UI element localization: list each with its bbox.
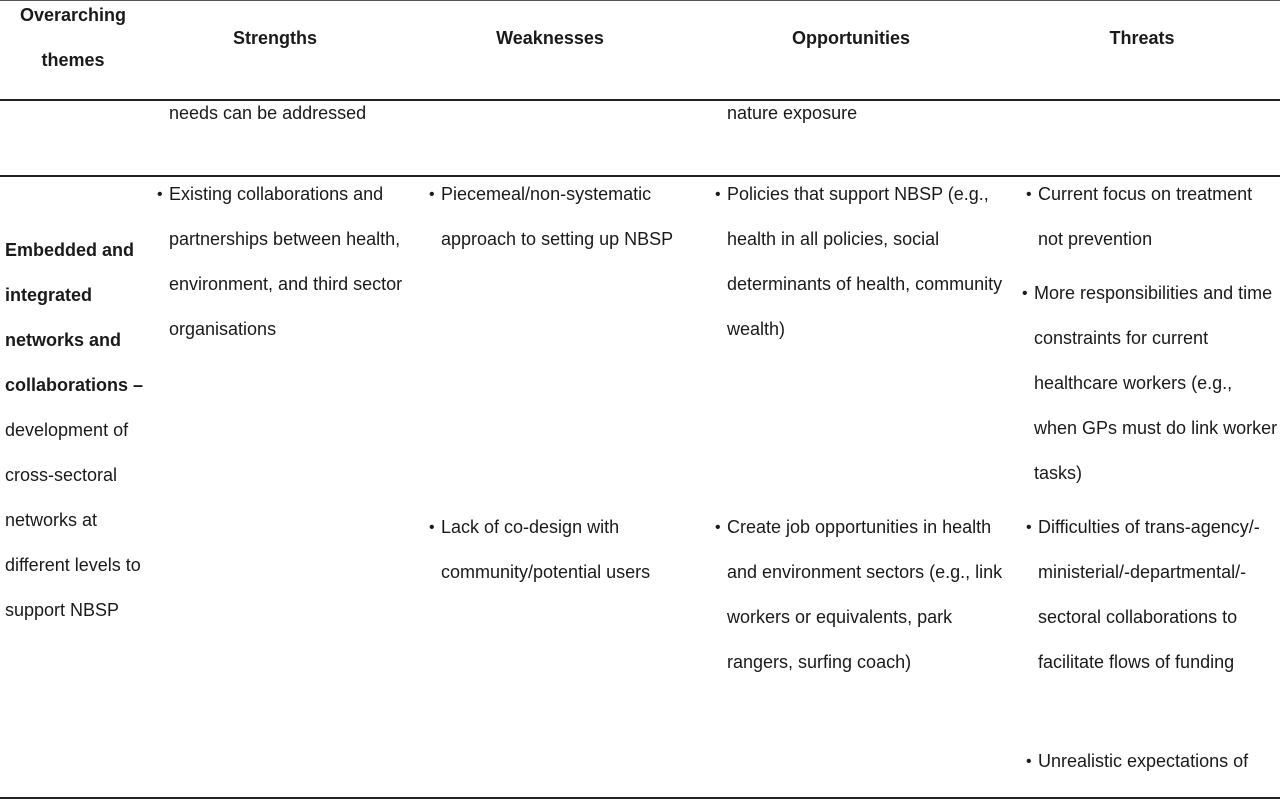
strength-item-text: Existing collaborations and partnerships between health, environment, and third sector organisations (169, 184, 403, 339)
theme-title: Embedded and integrated networks and collaborations (5, 240, 135, 395)
threat-item (1026, 505, 1276, 685)
theme-description: development of cross-sectoral networks at different levels to support NBSP (5, 420, 141, 620)
weakness-item-text: Piecemeal/non-systematic approach to setting up NBSP (441, 184, 674, 249)
column-header-opportunities: Opportunities (792, 28, 910, 48)
continued-opportunities-cell: nature exposure (727, 103, 858, 123)
threat-item (1026, 172, 1276, 262)
bullet-icon: • (1026, 186, 1032, 203)
threat-item-text: Difficulties of trans-agency/-ministerial/-departmental/-sectoral collaborations to facilitate flows of funding (1038, 517, 1260, 672)
threat-item-text: Current focus on treatment not prevention (1038, 184, 1253, 249)
column-header-themes-line1: Overarching (19, 5, 127, 25)
threat-item (1022, 271, 1280, 496)
bullet-icon: • (429, 186, 435, 203)
threat-item (1026, 739, 1280, 784)
threat-item-text: Unrealistic expectations of (1038, 751, 1249, 771)
continued-strengths-cell: needs can be addressed (169, 103, 367, 123)
column-header-themes-line2: themes (41, 50, 105, 70)
column-header-themes (0, 4, 146, 71)
opportunity-item (715, 172, 1015, 352)
column-header-weaknesses: Weaknesses (496, 28, 604, 48)
opportunity-item-text: Policies that support NBSP (e.g., health in all policies, social determinants of health, community wealth) (727, 184, 1003, 339)
bullet-icon: • (1026, 519, 1032, 536)
theme-dash: – (128, 375, 144, 395)
column-header-threats: Threats (1109, 28, 1175, 48)
theme-cell (5, 228, 145, 633)
column-header-strengths: Strengths (232, 28, 317, 48)
bullet-icon: • (157, 186, 163, 203)
table-top-rule (0, 0, 1280, 1)
strength-item (157, 172, 407, 352)
header-bottom-rule (0, 99, 1280, 101)
bullet-icon: • (715, 186, 721, 203)
opportunity-item-text: Create job opportunities in health and environment sectors (e.g., link workers or equivalents, park rangers, surfing coach) (727, 517, 1003, 672)
bullet-icon: • (1026, 753, 1032, 770)
bullet-icon: • (1022, 285, 1028, 302)
table-bottom-rule (0, 797, 1280, 799)
bullet-icon: • (715, 519, 721, 536)
opportunity-item (715, 505, 1015, 685)
bullet-icon: • (429, 519, 435, 536)
weakness-item (429, 505, 689, 595)
threat-item-text: More responsibilities and time constraints for current healthcare workers (e.g., when GPs must do link worker tasks) (1034, 283, 1278, 483)
weakness-item-text: Lack of co-design with community/potential users (441, 517, 651, 582)
weakness-item (429, 172, 699, 262)
